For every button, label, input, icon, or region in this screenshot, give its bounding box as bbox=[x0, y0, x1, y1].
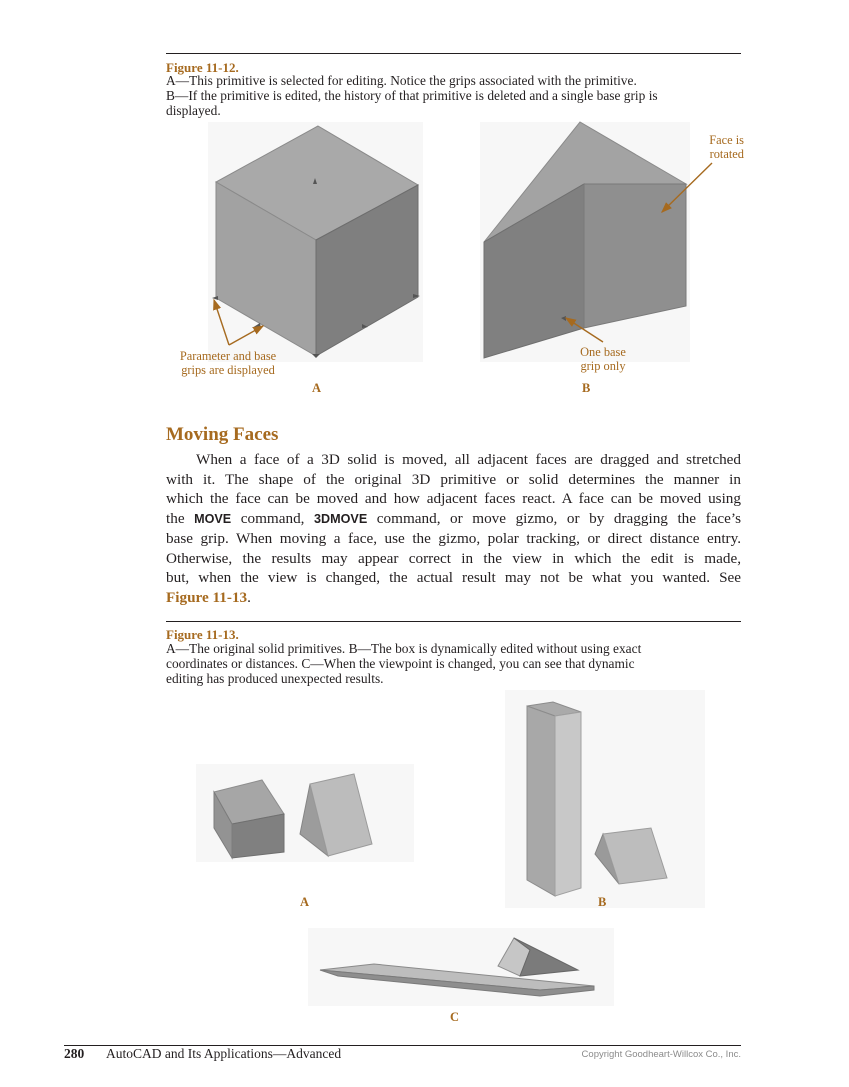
figure-11-13-caption: A—The original solid primitives. B—The box is dynamically edited without using exact coordinates or distances. C—When the viewpoint is changed, you can see that dynamic editing has produced unexpected results. bbox=[166, 641, 642, 686]
leader-to-one-base-grip bbox=[566, 318, 603, 342]
footer-page-number: 280 bbox=[64, 1046, 85, 1061]
figure-11-13-top-rule bbox=[166, 621, 741, 622]
figure-11-13-panel-c-label: C bbox=[450, 1010, 460, 1024]
3dmove-command: 3DMOVE bbox=[314, 511, 368, 526]
figure-11-13-panel-b-edited bbox=[505, 690, 705, 908]
leader-to-parameter-grip bbox=[229, 326, 263, 345]
footer-book-title: AutoCAD and Its Applications—Advanced bbox=[106, 1046, 342, 1061]
figure-11-13-panel-b-label: B bbox=[598, 895, 607, 909]
callout-parameter-base-grips: Parameter and base grips are displayed bbox=[179, 349, 277, 377]
figure-11-12-label: Figure 11-12. bbox=[166, 60, 239, 75]
figure-11-12-leader-lines bbox=[0, 0, 849, 400]
figure-11-12-panel-b-label: B bbox=[582, 381, 591, 395]
callout-one-base-grip: One base grip only bbox=[580, 345, 626, 373]
figure-11-12-caption: A—This primitive is selected for editing. Notice the grips associated with the primitive. B—If the primitive is edited, the history of that primitive is deleted and a single base grip is displayed. bbox=[166, 73, 658, 118]
figure-11-13-label: Figure 11-13. bbox=[166, 627, 239, 642]
figure-11-13-panel-a-primitives bbox=[196, 764, 414, 862]
figure-11-13-panel-a-label: A bbox=[300, 895, 310, 909]
leader-to-base-grip-left bbox=[214, 300, 229, 345]
body-paragraph: When a face of a 3D solid is moved, all adjacent faces are dragged and stretched with it. The shape of the original 3D primitive or solid determines the manner in which the face can be moved and how adjacent faces react. A face can be moved using the MOVE command, 3DMOVE command, or move gizmo, or by dragging the face’s base grip. When moving a face, use the gizmo, polar tracking, or direct distance entry. Otherwise, the results may appear correct in the view in which the edit is made, but, when the view is changed, the actual result may not be what you wanted. See Figure 11-13. bbox=[166, 451, 741, 606]
footer-copyright: Copyright Goodheart-Willcox Co., Inc. bbox=[581, 1049, 741, 1060]
section-heading: Moving Faces bbox=[166, 424, 279, 445]
tall-box-left bbox=[527, 706, 555, 896]
figure-11-13-reference[interactable]: Figure 11-13 bbox=[166, 588, 248, 606]
tall-box-right bbox=[555, 712, 581, 896]
move-command: MOVE bbox=[194, 511, 232, 526]
callout-face-rotated: Face is rotated bbox=[709, 133, 744, 161]
leader-to-rotated-face bbox=[662, 163, 712, 212]
figure-11-12-panel-a-label: A bbox=[312, 381, 322, 395]
figure-11-13-panel-c-new-viewpoint bbox=[308, 928, 614, 1006]
